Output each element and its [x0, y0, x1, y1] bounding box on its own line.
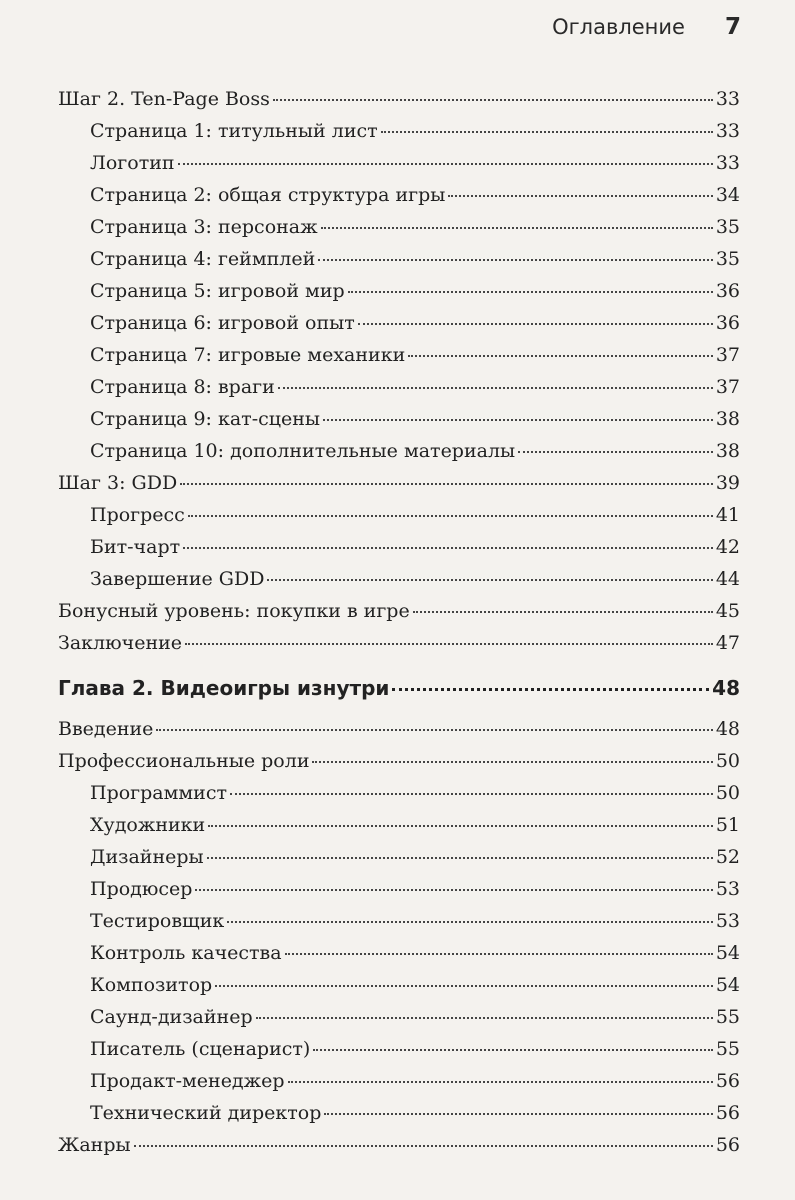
- toc-entry-title: Страница 10: дополнительные материалы: [90, 440, 516, 462]
- toc-entry[interactable]: [58, 376, 740, 408]
- toc-entry-page: 36: [715, 312, 740, 334]
- toc-entry-page: 48: [712, 676, 740, 700]
- toc-entry-title: Писатель (сценарист): [90, 1038, 311, 1060]
- toc-entry[interactable]: [58, 184, 740, 216]
- toc-entry-page: 36: [715, 280, 740, 302]
- toc-entry[interactable]: [58, 910, 740, 942]
- toc-entry-title: Заключение: [58, 632, 183, 654]
- dot-leader: [183, 546, 713, 549]
- toc-entry-title: Дизайнеры: [90, 846, 204, 868]
- toc-entry-page: 56: [715, 1134, 740, 1156]
- toc-entry-title: Тестировщик: [90, 910, 225, 932]
- toc-entry[interactable]: [58, 1134, 740, 1166]
- toc-entry-page: 53: [715, 910, 740, 932]
- toc-entry-title: Прогресс: [90, 504, 185, 526]
- toc-entry-title: Логотип: [90, 152, 175, 174]
- toc-entry[interactable]: [58, 472, 740, 504]
- toc-entry-title: Введение: [58, 718, 154, 740]
- toc-entry-title: Контроль качества: [90, 942, 282, 964]
- dot-leader: [323, 418, 713, 421]
- dot-leader: [358, 322, 713, 325]
- dot-leader: [207, 856, 713, 859]
- table-of-contents: [58, 88, 740, 1166]
- header-title: Оглавление: [552, 15, 685, 39]
- toc-entry-title: Шаг 2. Ten-Page Boss: [58, 88, 270, 110]
- toc-entry[interactable]: [58, 536, 740, 568]
- dot-leader: [185, 642, 713, 645]
- toc-entry-title: Профессиональные роли: [58, 750, 310, 772]
- toc-entry-title: Страница 4: геймплей: [90, 248, 316, 270]
- toc-entry-title: Страница 3: персонаж: [90, 216, 318, 238]
- dot-leader: [178, 162, 713, 165]
- toc-entry-page: 48: [715, 718, 740, 740]
- toc-entry-page: 56: [715, 1070, 740, 1092]
- toc-entry[interactable]: [58, 718, 740, 750]
- toc-entry-page: 35: [715, 216, 740, 238]
- toc-entry[interactable]: [58, 782, 740, 814]
- toc-entry-title: Программист: [90, 782, 227, 804]
- toc-entry-title: Бит-чарт: [90, 536, 181, 558]
- toc-entry-page: 33: [715, 88, 740, 110]
- toc-entry-page: 50: [715, 782, 740, 804]
- toc-entry-page: 56: [715, 1102, 740, 1124]
- dot-leader: [518, 450, 713, 453]
- toc-entry-title: Страница 8: враги: [90, 376, 275, 398]
- dot-leader: [381, 130, 713, 133]
- toc-entry-title: Композитор: [90, 974, 213, 996]
- toc-entry-title: Глава 2. Видеоигры изнутри: [58, 676, 390, 700]
- toc-entry[interactable]: [58, 1006, 740, 1038]
- toc-entry[interactable]: [58, 1070, 740, 1102]
- toc-entry[interactable]: [58, 846, 740, 878]
- toc-entry-title: Художники: [90, 814, 206, 836]
- toc-entry-title: Технический директор: [90, 1102, 322, 1124]
- toc-entry[interactable]: [58, 280, 740, 312]
- dot-leader: [230, 792, 713, 795]
- toc-entry-title: Шаг 3: GDD: [58, 472, 178, 494]
- toc-entry[interactable]: [58, 440, 740, 472]
- dot-leader: [180, 482, 713, 485]
- toc-entry-page: 35: [715, 248, 740, 270]
- toc-entry-title: Страница 6: игровой опыт: [90, 312, 355, 334]
- toc-entry-title: Жанры: [58, 1134, 131, 1156]
- toc-entry[interactable]: [58, 408, 740, 440]
- dot-leader: [134, 1144, 713, 1147]
- dot-leader: [215, 984, 713, 987]
- dot-leader: [312, 760, 712, 763]
- toc-entry[interactable]: [58, 312, 740, 344]
- dot-leader: [288, 1080, 713, 1083]
- dot-leader: [278, 386, 713, 389]
- toc-entry-page: 44: [715, 568, 740, 590]
- toc-entry[interactable]: [58, 632, 740, 664]
- toc-entry-title: Страница 7: игровые механики: [90, 344, 406, 366]
- toc-entry[interactable]: [58, 1038, 740, 1070]
- toc-entry-title: Страница 5: игровой мир: [90, 280, 345, 302]
- toc-entry[interactable]: [58, 216, 740, 248]
- toc-entry-title: Страница 2: общая структура игры: [90, 184, 446, 206]
- toc-entry-page: 39: [715, 472, 740, 494]
- toc-entry[interactable]: [58, 504, 740, 536]
- toc-entry-page: 53: [715, 878, 740, 900]
- toc-entry-title: Продюсер: [90, 878, 193, 900]
- toc-entry[interactable]: [58, 568, 740, 600]
- dot-leader: [318, 258, 713, 261]
- toc-entry-page: 54: [715, 974, 740, 996]
- toc-entry-page: 51: [715, 814, 740, 836]
- toc-entry-title: Страница 1: титульный лист: [90, 120, 378, 142]
- dot-leader: [408, 354, 713, 357]
- toc-entry-title: Завершение GDD: [90, 568, 265, 590]
- toc-chapter-entry[interactable]: [58, 676, 740, 716]
- toc-entry[interactable]: [58, 600, 740, 632]
- dot-leader: [273, 98, 713, 101]
- toc-entry[interactable]: [58, 88, 740, 120]
- dot-leader: [195, 888, 712, 891]
- toc-entry-page: 47: [715, 632, 740, 654]
- dot-leader: [227, 920, 713, 923]
- toc-entry-page: 38: [715, 440, 740, 462]
- toc-entry-page: 34: [715, 184, 740, 206]
- toc-entry-page: 33: [715, 152, 740, 174]
- toc-entry[interactable]: [58, 878, 740, 910]
- dot-leader: [156, 728, 712, 731]
- toc-entry-page: 55: [715, 1006, 740, 1028]
- toc-entry-page: 54: [715, 942, 740, 964]
- dot-leader: [285, 952, 713, 955]
- dot-leader: [313, 1048, 713, 1051]
- dot-leader: [208, 824, 713, 827]
- toc-entry-page: 41: [715, 504, 740, 526]
- toc-entry[interactable]: [58, 248, 740, 280]
- toc-entry[interactable]: [58, 942, 740, 974]
- toc-entry-page: 52: [715, 846, 740, 868]
- dot-leader: [392, 687, 709, 691]
- toc-entry-title: Продакт-менеджер: [90, 1070, 285, 1092]
- toc-entry[interactable]: [58, 344, 740, 376]
- dot-leader: [267, 578, 712, 581]
- toc-entry[interactable]: [58, 974, 740, 1006]
- toc-entry-page: 55: [715, 1038, 740, 1060]
- toc-entry-title: Страница 9: кат-сцены: [90, 408, 321, 430]
- dot-leader: [321, 226, 713, 229]
- toc-entry-page: 33: [715, 120, 740, 142]
- page-header: [552, 14, 741, 40]
- toc-entry-page: 38: [715, 408, 740, 430]
- toc-entry[interactable]: [58, 1102, 740, 1134]
- toc-entry-title: Бонусный уровень: покупки в игре: [58, 600, 410, 622]
- dot-leader: [448, 194, 712, 197]
- toc-entry-page: 37: [715, 376, 740, 398]
- toc-entry-page: 45: [715, 600, 740, 622]
- dot-leader: [188, 514, 713, 517]
- toc-entry[interactable]: [58, 120, 740, 152]
- toc-entry[interactable]: [58, 750, 740, 782]
- toc-entry[interactable]: [58, 152, 740, 184]
- toc-entry-page: 37: [715, 344, 740, 366]
- dot-leader: [324, 1112, 712, 1115]
- toc-entry[interactable]: [58, 814, 740, 846]
- toc-entry-page: 50: [715, 750, 740, 772]
- dot-leader: [256, 1016, 713, 1019]
- toc-entry-page: 42: [715, 536, 740, 558]
- dot-leader: [348, 290, 713, 293]
- dot-leader: [413, 610, 713, 613]
- toc-entry-title: Саунд-дизайнер: [90, 1006, 253, 1028]
- header-page-number: 7: [724, 14, 741, 40]
